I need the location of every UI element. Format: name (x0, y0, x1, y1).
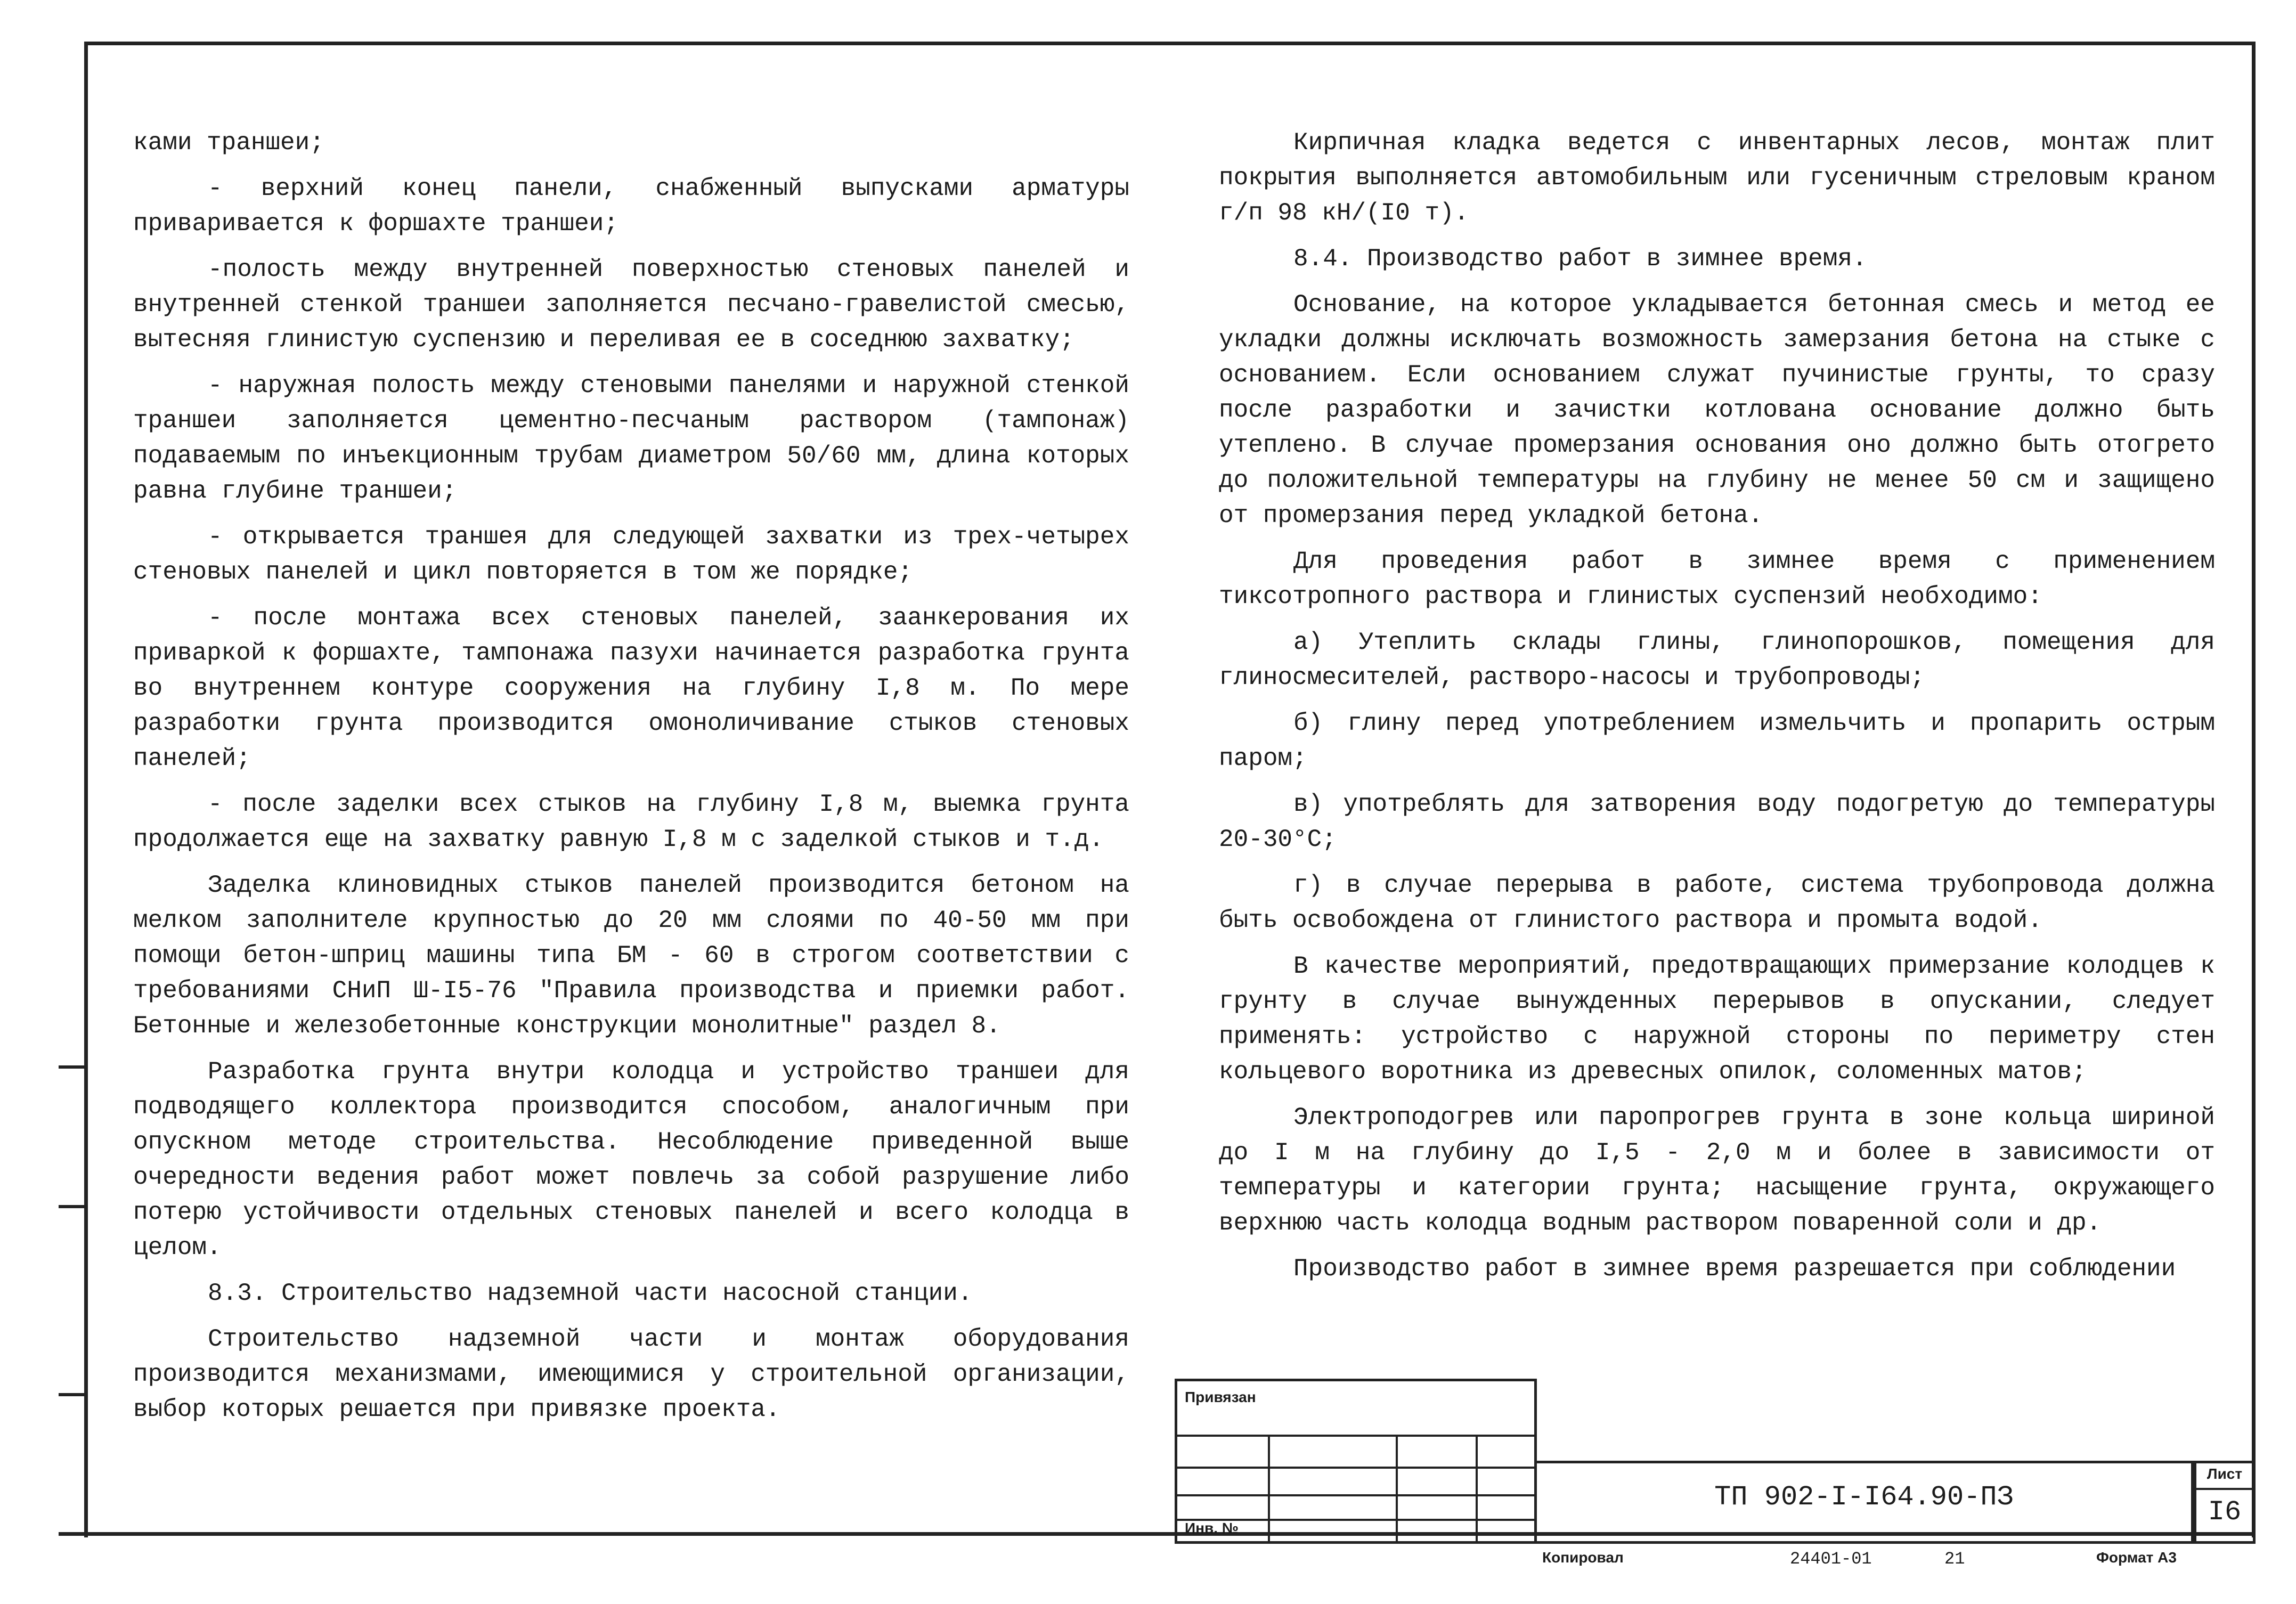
left-text-column (133, 125, 1129, 1438)
right-text-column (1219, 125, 2215, 1297)
archive-suffix: 21 (1944, 1549, 1965, 1569)
sheet-number: I6 (2208, 1496, 2242, 1528)
paragraph: - после заделки всех стыков на глубину I,8 м, выемка грунта продолжается еще на захватку равную I,8 м с заделкой стыков и т.д. (133, 791, 1129, 853)
paragraph: Основание, на которое укладывается бетонная смесь и метод ее укладки должны исключать возможность замерзания бетона на стыке с основанием. Если основанием служат пучинистые грунты, то сразу после разработки и зачистки котлована основание должно быть утеплено. В случае промерзания основания оно должно быть отогрето до положительной температуры на глубину не менее 50 см и защищено от промерзания перед укладкой бетона. (1219, 291, 2215, 530)
sheet-number-box (2194, 1461, 2256, 1544)
paragraph: В качестве мероприятий, предотвращающих примерзание колодцев к грунту в случае вынужденных перерывов в опускании, следует применять: устройство с наружной стороны по периметру стен кольцевого воротника из древесных опилок, соломенных матов; (1219, 952, 2215, 1086)
inventory-number-label: Инв. № (1185, 1520, 1239, 1536)
binding-tick (59, 1205, 84, 1208)
paragraph: ками траншеи; (133, 129, 324, 157)
archive-number: 24401-01 (1790, 1549, 1872, 1569)
paragraph: 8.4. Производство работ в зимнее время. (1293, 245, 1867, 273)
approval-stamp-grid (1175, 1379, 1537, 1544)
format-label: Формат А3 (2096, 1549, 2177, 1566)
document-code: ТП 902-I-I64.90-ПЗ (1714, 1481, 2014, 1513)
paragraph: Электроподогрев или паропрогрев грунта в зоне кольца шириной до I м на глубину до I,5 - 2,0 м и более в зависимости от температуры и категории грунта; насыщение грунта, окружающего верхнюю часть колодца водным раствором поваренной соли и др. (1219, 1104, 2215, 1237)
copied-by-label: Копировал (1542, 1549, 1624, 1566)
paragraph: 8.3. Строительство надземной части насосной станции. (208, 1280, 973, 1307)
paragraph: г) в случае перерыва в работе, система трубопровода должна быть освобождена от глинистого раствора и промыта водой. (1219, 872, 2215, 934)
paragraph: - наружная полость между стеновыми панелями и наружной стенкой траншеи заполняется цементно-песчаным раствором (тампонаж) подаваемым по инъекционным трубам диаметром 50/60 мм, длина которых равна глубине траншеи; (133, 372, 1129, 505)
paragraph: - открывается траншея для следующей захватки из трех-четырех стеновых панелей и цикл повторяется в том же порядке; (133, 523, 1129, 586)
binding-tick (59, 1393, 84, 1396)
paragraph: Кирпичная кладка ведется с инвентарных лесов, монтаж плит покрытия выполняется автомобильным или гусеничным стреловым краном г/п 98 кН/(I0 т). (1219, 129, 2215, 227)
paragraph: Производство работ в зимнее время разрешается при соблюдении (1293, 1255, 2176, 1283)
paragraph: Для проведения работ в зимнее время с применением тиксотропного раствора и глинистых суспензий необходимо: (1219, 548, 2215, 610)
sheet-label: Лист (2207, 1465, 2243, 1482)
paragraph: б) глину перед употреблением измельчить и пропарить острым паром; (1219, 710, 2215, 772)
paragraph: Разработка грунта внутри колодца и устройство траншеи для подводящего коллектора производится способом, аналогичным при опускном методе строительства. Несоблюдение приведенной выше очередности ведения работ может повлечь за собой разрушение либо потерю устойчивости отдельных стеновых панелей и всего колодца в целом. (133, 1058, 1129, 1261)
paragraph: в) употреблять для затворения воду подогретую до температуры 20-30°С; (1219, 791, 2215, 853)
privyazan-label: Привязан (1185, 1389, 1256, 1405)
paragraph: -полость между внутренней поверхностью стеновых панелей и внутренней стенкой траншеи заполняется песчано-гравелистой смесью, вытесняя глинистую суспензию и переливая ее в соседнюю захватку; (133, 256, 1129, 354)
paragraph: а) Утеплить склады глины, глинопорошков, помещения для глиносмесителей, растворо-насосы и трубопроводы; (1219, 629, 2215, 691)
paragraph: - верхний конец панели, снабженный выпусками арматуры привариваeтся к форшахте траншеи; (133, 175, 1129, 238)
paragraph: Заделка клиновидных стыков панелей производится бетоном на мелком заполнителе крупностью до 20 мм слоями по 40-50 мм при помощи бетон-шприц машины типа БМ - 60 в строгом соответствии с требованиями СНиП Ш-I5-76 "Правила производства и приемки работ. Бетонные и железобетонные конструкции монолитные" раздел 8. (133, 872, 1129, 1040)
binding-tick (59, 1065, 84, 1069)
paragraph: - после монтажа всех стеновых панелей, заанкерования их приваркой к форшахте, тампонажа пазухи начинается разработка грунта во внутреннем контуре сооружения на глубину I,8 м. По мере разработки грунта производится омоноличивание стыков стеновых панелей; (133, 604, 1129, 772)
paragraph: Строительство надземной части и монтаж оборудования производится механизмами, имеющимися у строительной организации, выбор которых решается при привязке проекта. (133, 1325, 1129, 1423)
